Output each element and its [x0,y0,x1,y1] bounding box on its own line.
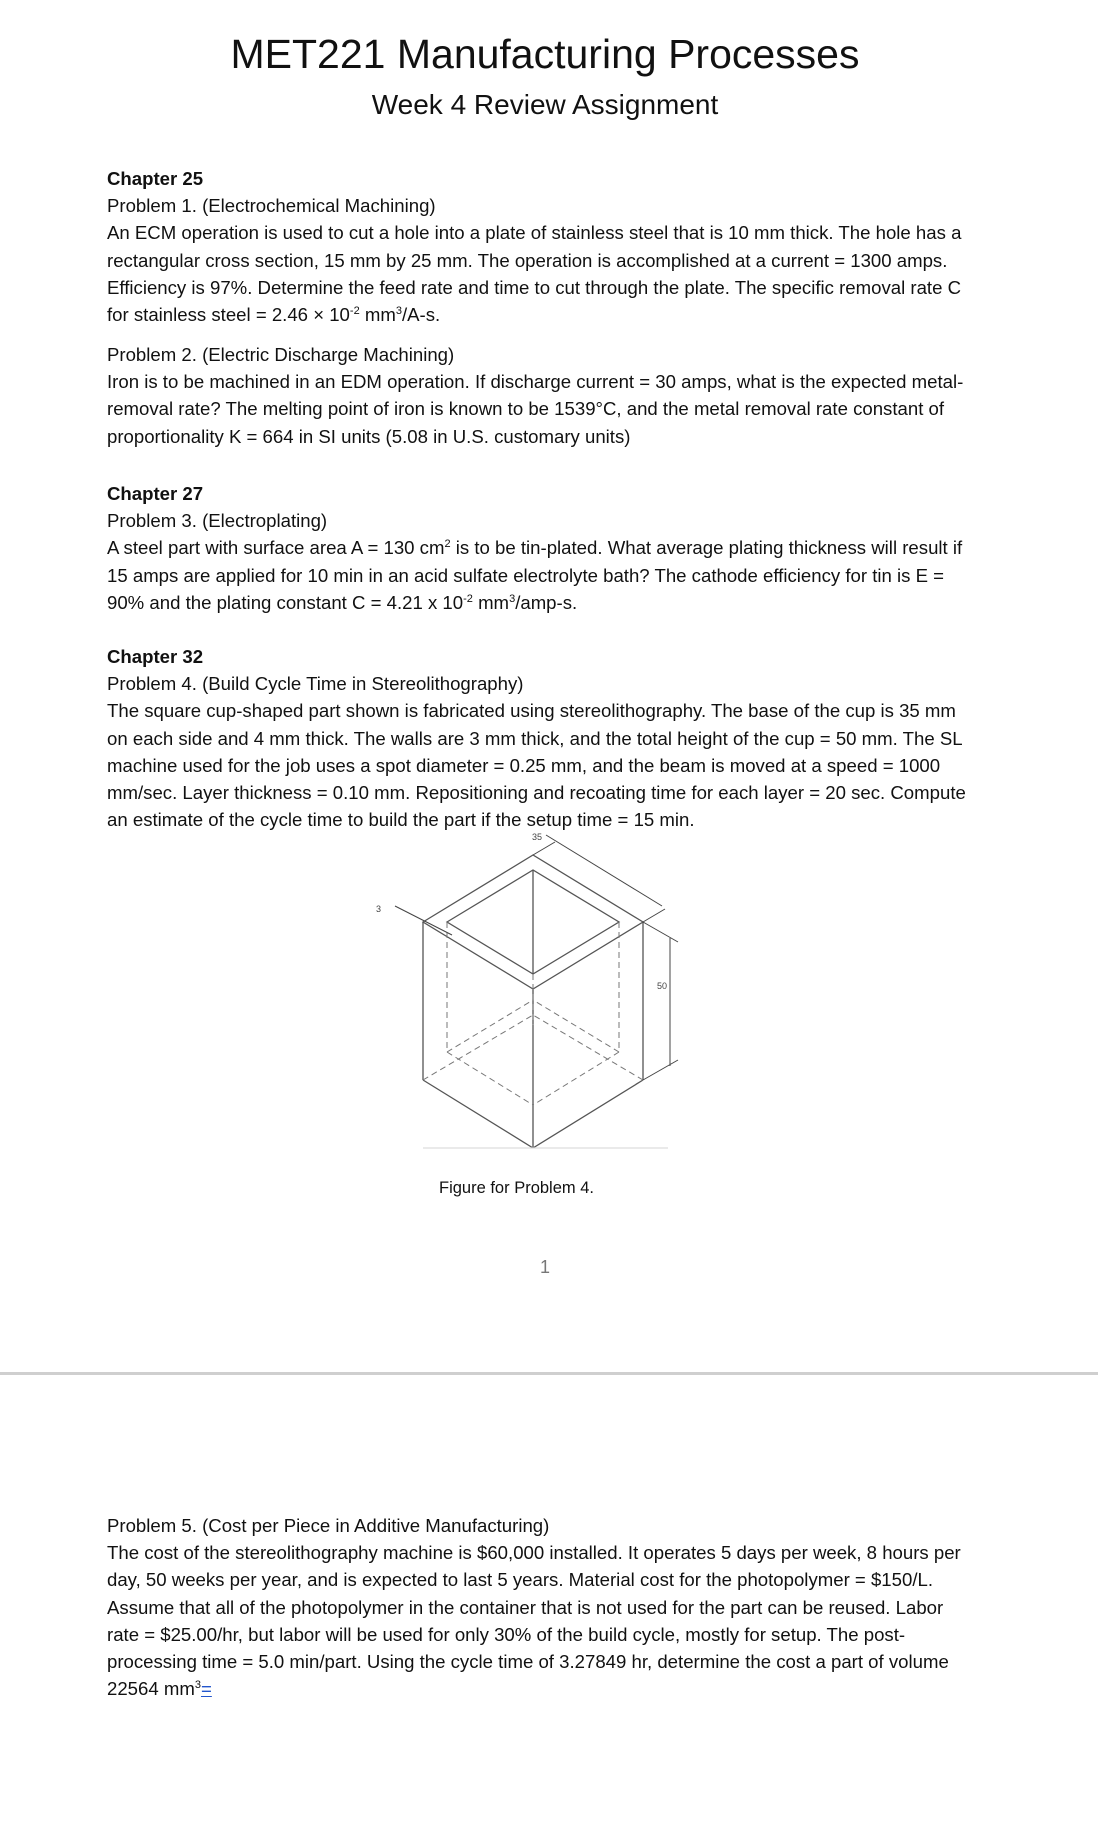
problem-4-text-line: on each side and 4 mm thick. The walls are 3 mm thick, and the total height of the cup = 50 mm. The SL [107,727,963,749]
problem-5-text-line: The cost of the stereolithography machine is $60,000 installed. It operates 5 days per week, 8 hours per [107,1542,961,1564]
problem-1-text-line: Efficiency is 97%. Determine the feed rate and time to cut through the plate. The specific removal rate C [107,276,962,298]
problem-3-text-line: 15 amps are applied for 10 min in an acid sulfate electrolyte bath? The cathode efficiency for tin is E = [107,564,945,586]
problem-5-text-line: rate = $25.00/hr, but labor will be used for only 30% of the build cycle, mostly for setup. The post- [107,1623,906,1645]
problem-2-text-line: proportionality K = 664 in SI units (5.08 in U.S. customary units) [107,425,631,447]
problem-1-text-line: rectangular cross section, 15 mm by 25 mm. The operation is accomplished at a current = 1300 amps. [107,249,948,271]
dim-wall-label: 3 [376,904,382,914]
problem-5-section [107,1512,997,1702]
problem-1-title: Problem 1. (Electrochemical Machining) [107,195,436,217]
problem-3-title: Problem 3. (Electroplating) [107,510,328,532]
page-divider [0,1372,1098,1375]
problem-2-text-line: removal rate? The melting point of iron is known to be 1539°C, and the metal removal rate constant of [107,398,945,420]
problem-1-text-line: An ECM operation is used to cut a hole into a plate of stainless steel that is 10 mm thick. The hole has a [107,222,962,244]
document-subtitle: Week 4 Review Assignment [371,89,719,120]
problem-5-text-line: 22564 $mm^3=$ [107,1678,212,1700]
cup-figure [376,830,700,1150]
problem-2-title: Problem 2. (Electric Discharge Machining) [107,344,455,365]
chapter-32-section [107,643,997,833]
edit-link[interactable]: = [200,1678,212,1700]
problem-5-text-line: Assume that all of the photopolymer in the container that is not used for the part can be reused. Labor [107,1596,944,1618]
document-title: MET221 Manufacturing Processes [230,31,860,77]
chapter-heading: Chapter 32 [107,646,204,667]
dim-side-label: 35 [532,832,543,842]
chapter-25-section [107,165,997,328]
chapter-heading: Chapter 25 [107,168,204,189]
problem-2-section [107,341,997,450]
problem-2-text-line: Iron is to be machined in an EDM operation. If discharge current = 30 amps, what is the expected metal- [107,371,964,393]
problem-4-text-line: machine used for the job uses a spot diameter = 0.25 mm, and the beam is moved at a speed = 1000 [107,754,941,776]
problem-1-text-line: for stainless steel = $2.46 \times 10^{-2}$ $mm^3/A-s$. [107,304,441,326]
chapter-heading: Chapter 27 [107,483,204,504]
document-page-2 [0,1376,1098,1847]
problem-5-text-line: processing time = 5.0 min/part. Using the cycle time of 3.27849 hr, determine the cost a part of volume [107,1651,949,1673]
problem-4-text-line: an estimate of the cycle time to build the part if the setup time = 15 min. [107,809,695,831]
problem-4-title: Problem 4. (Build Cycle Time in Stereolithography) [107,673,524,695]
problem-4-text-line: mm/sec. Layer thickness = 0.10 mm. Repositioning and recoating time for each layer = 20 sec. Compute [107,782,966,804]
cup-isometric-drawing [376,830,700,1150]
problem-5-title: Problem 5. (Cost per Piece in Additive Manufacturing) [107,1515,550,1536]
problem-3-text-line: 90% and the plating constant C = 4.21 x $10^{-2}$ $mm^3/amp-s$. [107,591,578,613]
dim-height-label: 50 [657,981,668,991]
page-number: 1 [539,1257,550,1277]
problem-4-text-line: The square cup-shaped part shown is fabricated using stereolithography. The base of the cup is 35 mm [107,700,956,722]
chapter-27-section [107,480,997,616]
problem-5-text-line: day, 50 weeks per year, and is expected to last 5 years. Material cost for the photopolymer = $150/L. [107,1569,933,1591]
problem-3-text-line: A steel part with surface area A = 130 $cm^2$ is to be tin-plated. What average plating thickness will result if [107,537,963,559]
figure-caption: Figure for Problem 4. [439,1179,594,1197]
